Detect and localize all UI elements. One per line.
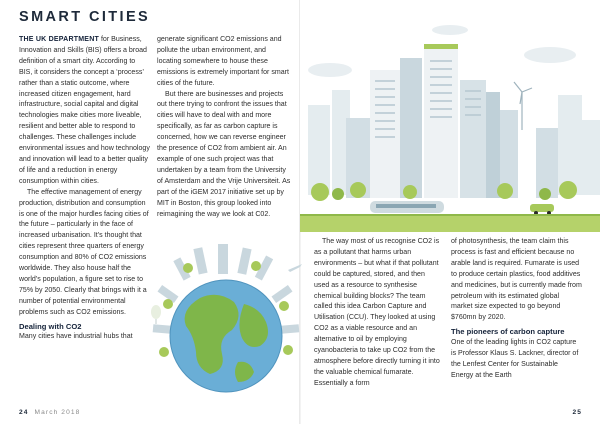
- body-paragraph: Many cities have industrial hubs that: [19, 333, 133, 341]
- intro-paragraph: [19, 35, 150, 188]
- body-paragraph: The effective management of energy production, distribution and consumption is one of the major hurdles facing cities of the future – particularly in the face of increased urbanisation. It’s thought that cities represent three quarters of energy consumption and 80% of CO2 emissions worldwide. They also house half the world’s population, a figure set to rise to 75% by 2050. Clearly that brings with it a number of potential environmental problems such as CO2 emissions.: [19, 188, 149, 316]
- right-column-1: [314, 237, 440, 390]
- subheading-pioneers-of-carbon-capture: The pioneers of carbon capture: [451, 327, 565, 337]
- intro-lead-in: THE UK DEPARTMENT: [19, 36, 100, 43]
- page-number: 25: [572, 409, 582, 416]
- issue-date: March 2018: [34, 409, 81, 416]
- left-column-2: [157, 35, 292, 220]
- subheading-dealing-with-co2: Dealing with CO2: [19, 321, 82, 331]
- city-skyline-illustration: [300, 0, 600, 232]
- left-folio: [19, 409, 80, 416]
- body-paragraph: of photosynthesis, the team claim this process is fast and efficient because no arable land is required. Fumarate is used to produce certain plastics, food additives and medicines, but is currently made from petroleum with its estimated global market size expected to go beyond $760mn by 2020.: [451, 238, 582, 322]
- page-number: 24: [19, 409, 29, 416]
- left-column-1: [19, 35, 150, 343]
- globe-city-illustration: [148, 240, 310, 410]
- intro-text: for Business, Innovation and Skills (BIS) offers a broad definition of a smart city. According to BIS, it considers the concept a ‘process’ rather than a static outcome, where increased citizen engagement, hard infrastructure, social capital and digital technologies make cities more liveable, resilient and better able to respond to challenges. These challenges include environmental issues and how technology and innovation will lead to a better quality of life and a reduction in energy consumption within cities.: [19, 36, 150, 185]
- body-paragraph: The way most of us recognise CO2 is as a pollutant that harms urban environments – but what if that pollutant could be captured, stored, and then used as a resource to synthesise chemical building blocks? The team called this idea Carbon Capture and Utilisation (CCU). They looked at using CO2 as a viable resource and an alternative to oil by employing cyanobacteria to take up CO2 from the atmosphere before directly turning it into the valuable chemical fumarate. Essentially a form: [314, 238, 440, 387]
- right-column-2: [451, 237, 582, 382]
- body-paragraph: generate significant CO2 emissions and pollute the urban environment, and locating somewhere to house these emissions is extremely important for smart cities of the future.: [157, 36, 289, 87]
- body-paragraph: But there are businesses and projects out there trying to confront the issues that cities will have to deal with and more specifically, as far as carbon capture is concerned, how we can reverse engineer the presence of CO2 from ambient air. An example of one such project was that undertaken by a team from the University of Amsterdam and the Vrije Universiteit. As part of the iGEM 2017 initiative set up by MIT in Boston, this group looked into reimagining the way we look at C02.: [157, 90, 291, 218]
- body-paragraph: One of the leading lights in CO2 capture is Professor Klaus S. Lackner, director of the Lenfest Center for Sustainable Energy at the Earth: [451, 339, 579, 379]
- article-headline: SMART CITIES: [19, 9, 151, 25]
- right-folio: [572, 409, 582, 416]
